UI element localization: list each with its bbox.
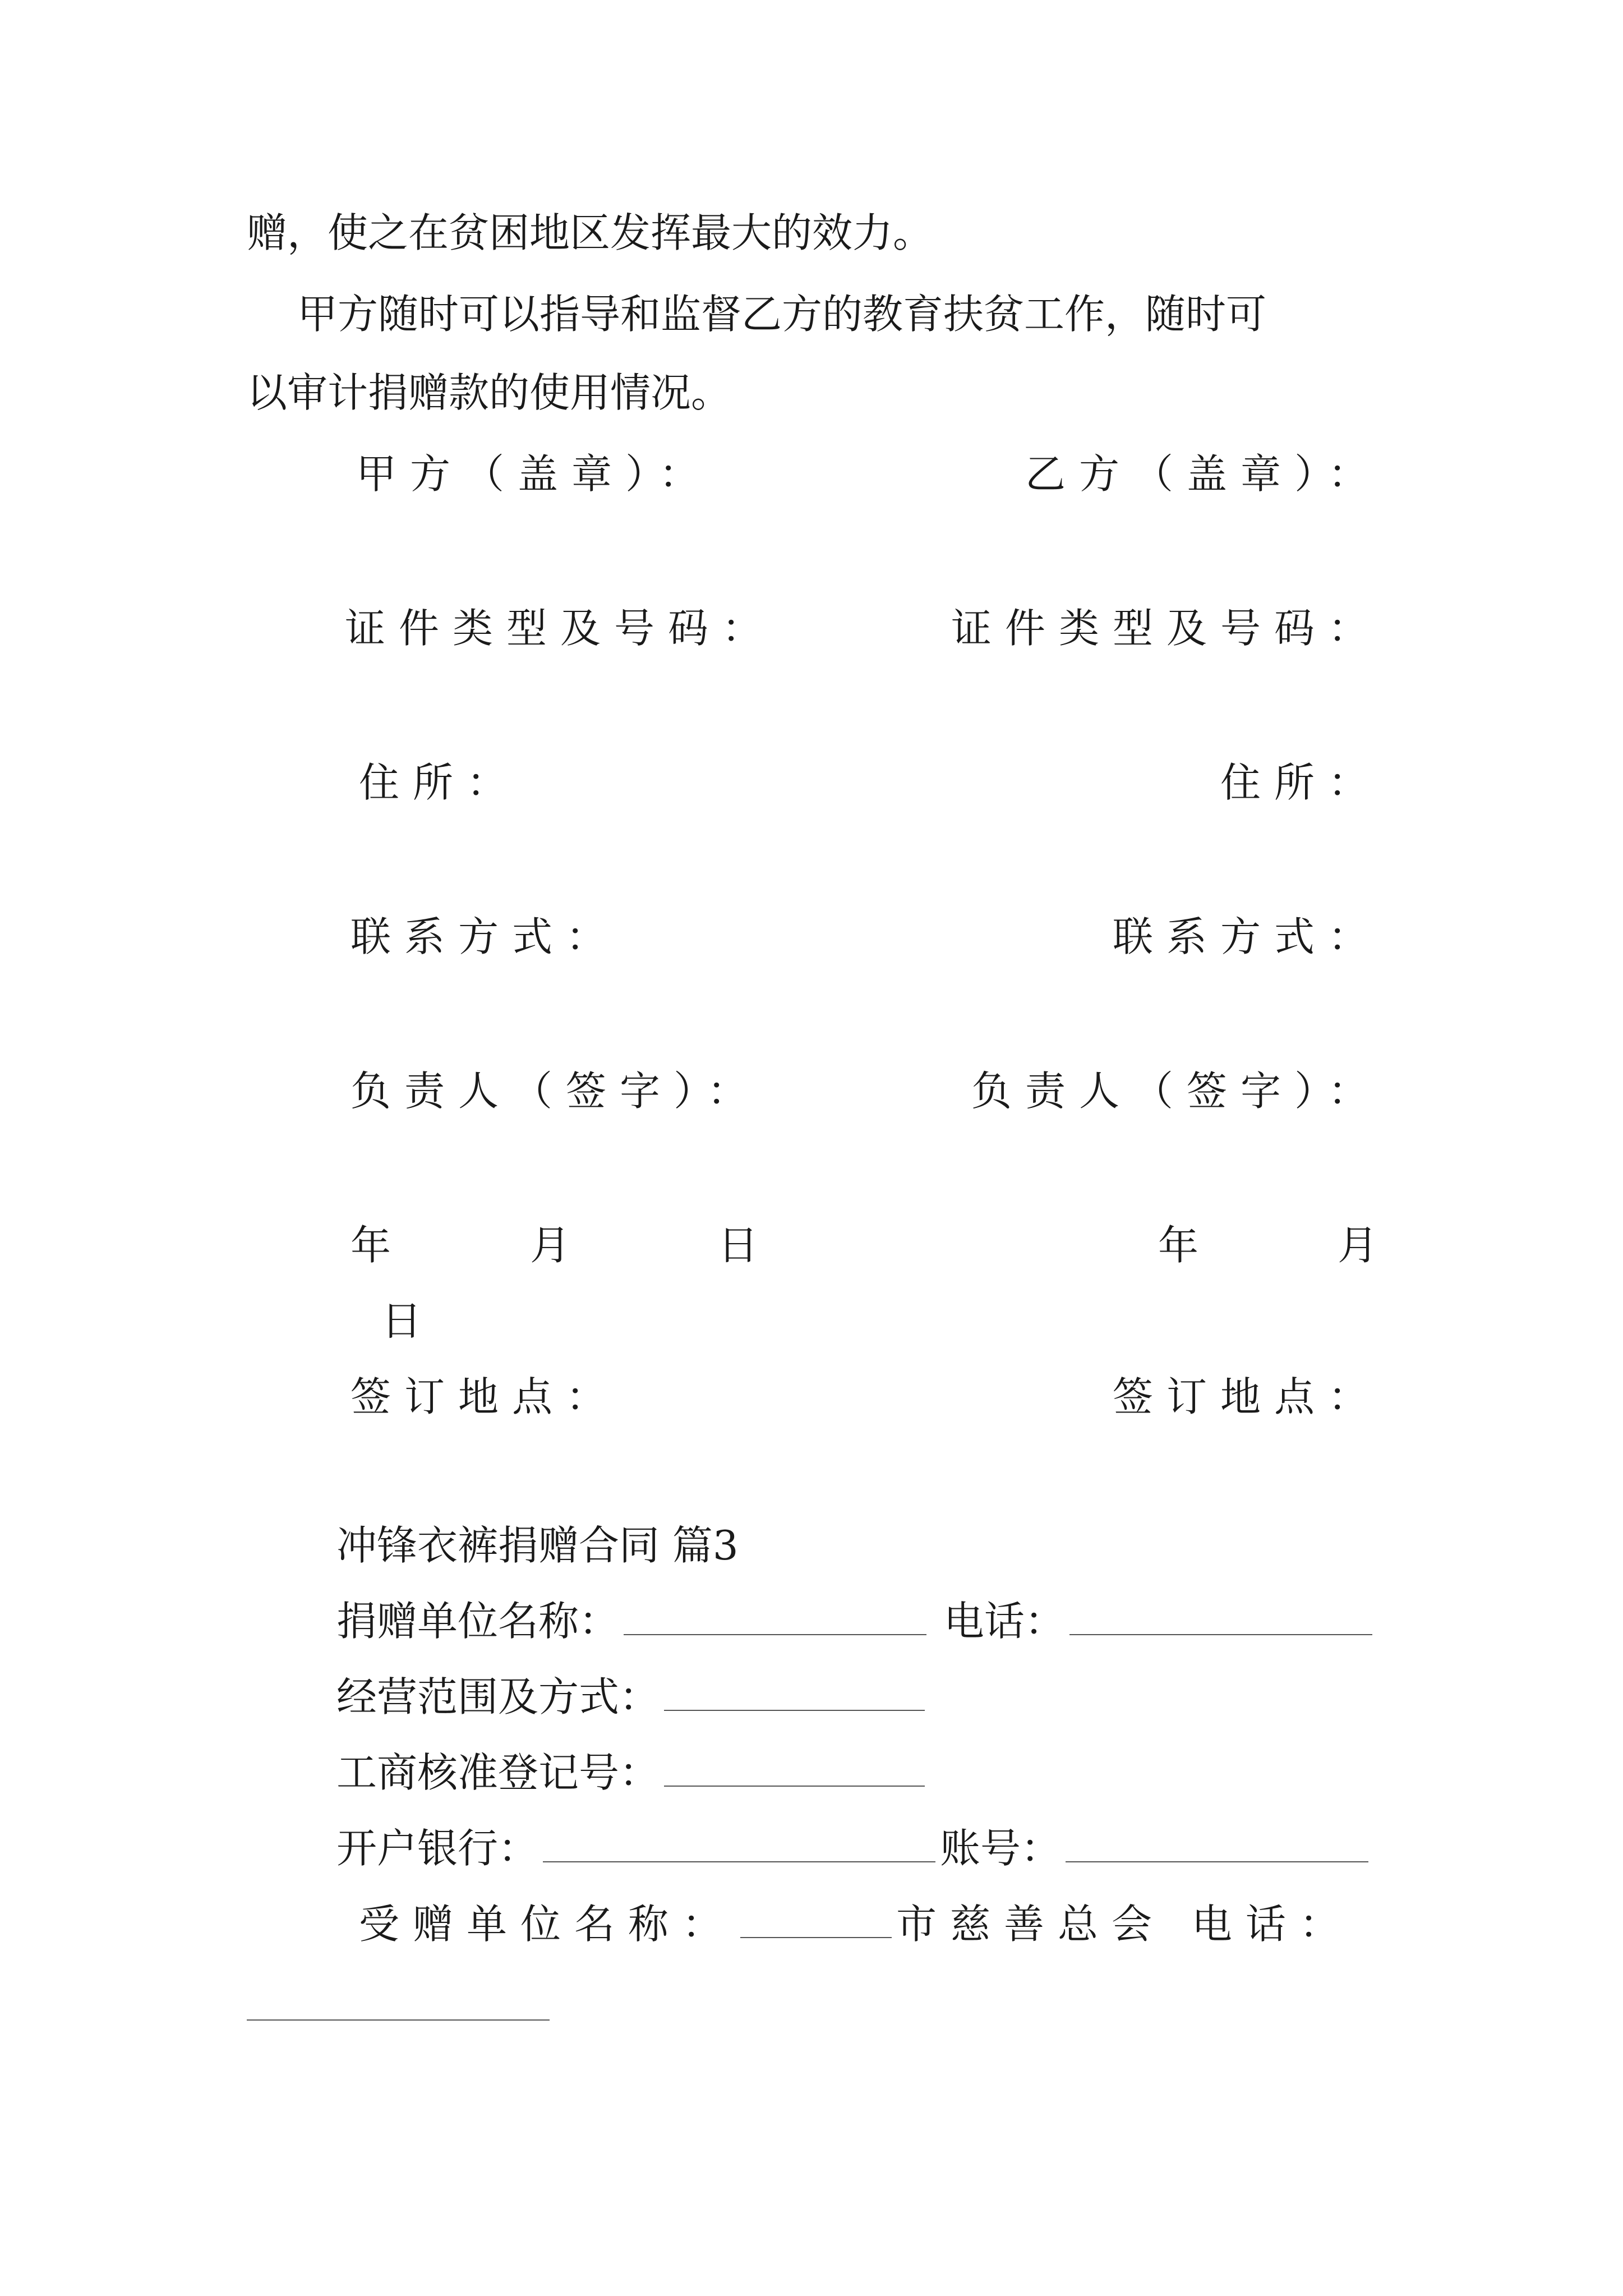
party-a-seal-label: 甲方（盖章）： — [356, 450, 713, 498]
recipient-suffix: 市慈善总会 — [896, 1901, 1166, 1948]
registration-row — [336, 1747, 929, 1798]
recipient-blank[interactable] — [740, 1902, 892, 1938]
date-day-b: 日 — [381, 1297, 422, 1345]
donor-name-blank[interactable] — [624, 1599, 926, 1635]
party-b-id-label: 证件类型及号码： — [951, 605, 1382, 652]
party-a-contact-label: 联系方式： — [351, 913, 620, 960]
account-label: 账号： — [940, 1825, 1062, 1872]
party-a-address-label: 住所： — [359, 759, 521, 806]
date-month-b: 月 — [1338, 1222, 1378, 1269]
party-b-place-label: 签订地点： — [1112, 1373, 1382, 1420]
party-b-address-label: 住所： — [1220, 759, 1382, 806]
party-a-id-label: 证件类型及号码： — [345, 605, 776, 652]
date-year-b: 年 — [1158, 1222, 1199, 1269]
registration-blank[interactable] — [664, 1751, 925, 1787]
date-month-a: 月 — [530, 1222, 571, 1269]
recipient-phone-blank[interactable] — [247, 2019, 550, 2021]
recipient-label: 受赠单位名称： — [359, 1901, 736, 1948]
party-b-contact-label: 联系方式： — [1112, 913, 1382, 960]
paragraph-line: 赠，使之在贫困地区发挥最大的效力。 — [247, 209, 934, 256]
recipient-phone-label: 电话： — [1191, 1901, 1353, 1948]
registration-label: 工商核准登记号： — [336, 1749, 660, 1796]
party-b-responsible-label: 负责人（签字）： — [971, 1068, 1382, 1115]
date-day-a: 日 — [718, 1222, 759, 1269]
party-a-place-label: 签订地点： — [351, 1373, 620, 1420]
party-a-responsible-label: 负责人（签字）： — [351, 1068, 762, 1115]
donor-phone-label: 电话： — [943, 1598, 1065, 1645]
date-year-a: 年 — [351, 1222, 391, 1269]
bank-label: 开户银行： — [336, 1825, 539, 1872]
bank-row — [336, 1823, 1373, 1874]
recipient-row — [359, 1899, 1353, 1949]
scope-label: 经营范围及方式： — [336, 1673, 660, 1720]
donor-phone-blank[interactable] — [1069, 1599, 1372, 1635]
paragraph-line: 以审计捐赠款的使用情况。 — [247, 369, 732, 416]
account-blank[interactable] — [1066, 1826, 1368, 1862]
scope-blank[interactable] — [664, 1675, 925, 1711]
donor-name-row — [336, 1596, 1377, 1646]
donor-name-label: 捐赠单位名称： — [336, 1598, 620, 1645]
scope-row — [336, 1672, 929, 1722]
section-title: 冲锋衣裤捐赠合同 篇3 — [336, 1522, 739, 1569]
paragraph-line: 甲方随时可以指导和监督乙方的教育扶贫工作，随时可 — [297, 291, 1267, 338]
bank-blank[interactable] — [543, 1826, 935, 1862]
party-b-seal-label: 乙方（盖章）： — [1025, 450, 1382, 498]
